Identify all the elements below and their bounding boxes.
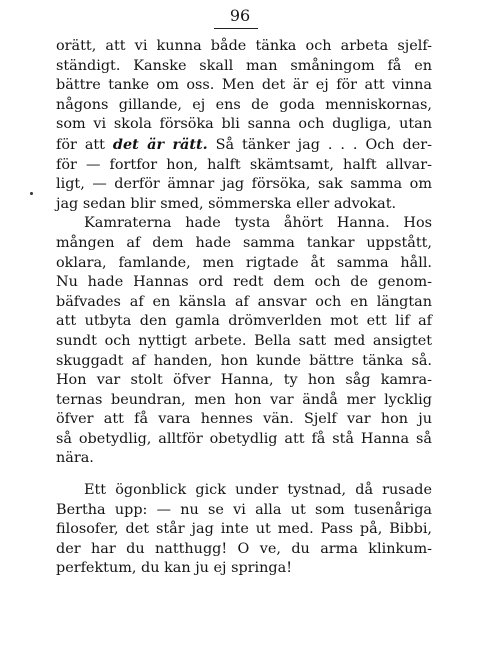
paragraph-gap xyxy=(56,469,432,481)
text-line: oklara, famlande, men rigtade åt samma håll. xyxy=(56,254,432,271)
text-line: att utbyta den gamla drömverlden mot ett lif af xyxy=(56,313,432,330)
text-line: som vi skola försöka bli sanna och dugliga, utan xyxy=(56,116,432,133)
text-line: skuggadt af handen, hon kunde bättre tänka så. xyxy=(56,352,432,369)
text-line: Nu hade Hannas ord redt dem och de genom- xyxy=(56,274,432,291)
text-line: för — fortfor hon, halft skämtsamt, halft allvar- xyxy=(56,156,432,173)
text-line: mången af dem hade samma tankar uppstått, xyxy=(56,234,432,251)
text-line: ligt, — derför ämnar jag försöka, sak samma om xyxy=(56,176,432,193)
text-line: sundt och nyttigt arbete. Bella satt med ansigtet xyxy=(56,332,432,349)
text-fragment: för att xyxy=(56,136,113,153)
text-line: ternas beundran, men hon var ändå mer lycklig xyxy=(56,391,432,408)
text-line: Ett ögonblick gick under tystnad, då rusade xyxy=(84,482,432,499)
text-line: bäfvades af en känsla af ansvar och en längtan xyxy=(56,293,432,310)
text-line: jag sedan blir smed, sömmerska eller advokat. xyxy=(56,195,397,212)
text-line: filosofer, det står jag inte ut med. Pass på, Bibbi, xyxy=(56,521,432,538)
text-line: någons gillande, ej ens de goda menniskornas, xyxy=(56,96,432,113)
page-number: 96 xyxy=(229,6,251,25)
text-line: perfektum, du kan ju ej springa! xyxy=(56,560,292,577)
margin-speck xyxy=(30,192,33,195)
text-line: orätt, att vi kunna både tänka och arbeta sjelf- xyxy=(56,38,432,54)
text-line: öfver att få vara hennes vän. Sjelf var hon ju xyxy=(56,411,432,428)
text-fragment: Så tänker jag . . . Och der- xyxy=(215,136,432,153)
text-line: ständigt. Kanske skall man småningom få en xyxy=(56,57,432,74)
text-line-with-emphasis xyxy=(56,135,432,156)
paragraph-2 xyxy=(56,214,432,469)
text-line: så obetydlig, alltför obetydlig att få stå Hanna så xyxy=(56,430,432,447)
text-line: Hon var stolt öfver Hanna, ty hon såg kamra- xyxy=(56,372,432,389)
text-line: nära. xyxy=(56,450,94,467)
body-text xyxy=(56,37,432,579)
text-line: Kamraterna hade tysta åhört Hanna. Hos xyxy=(84,215,432,232)
text-line: der har du natthugg! O ve, du arma klinkum- xyxy=(56,540,432,557)
paragraph-3 xyxy=(56,481,432,579)
text-line: bättre tanke om oss. Men det är ej för att vinna xyxy=(56,77,432,94)
emphasized-phrase: det är rätt. xyxy=(112,135,208,153)
paragraph-1 xyxy=(56,37,432,214)
text-line: Bertha upp: — nu se vi alla ut som tusenåriga xyxy=(56,501,432,518)
page-number-rule xyxy=(214,28,258,29)
